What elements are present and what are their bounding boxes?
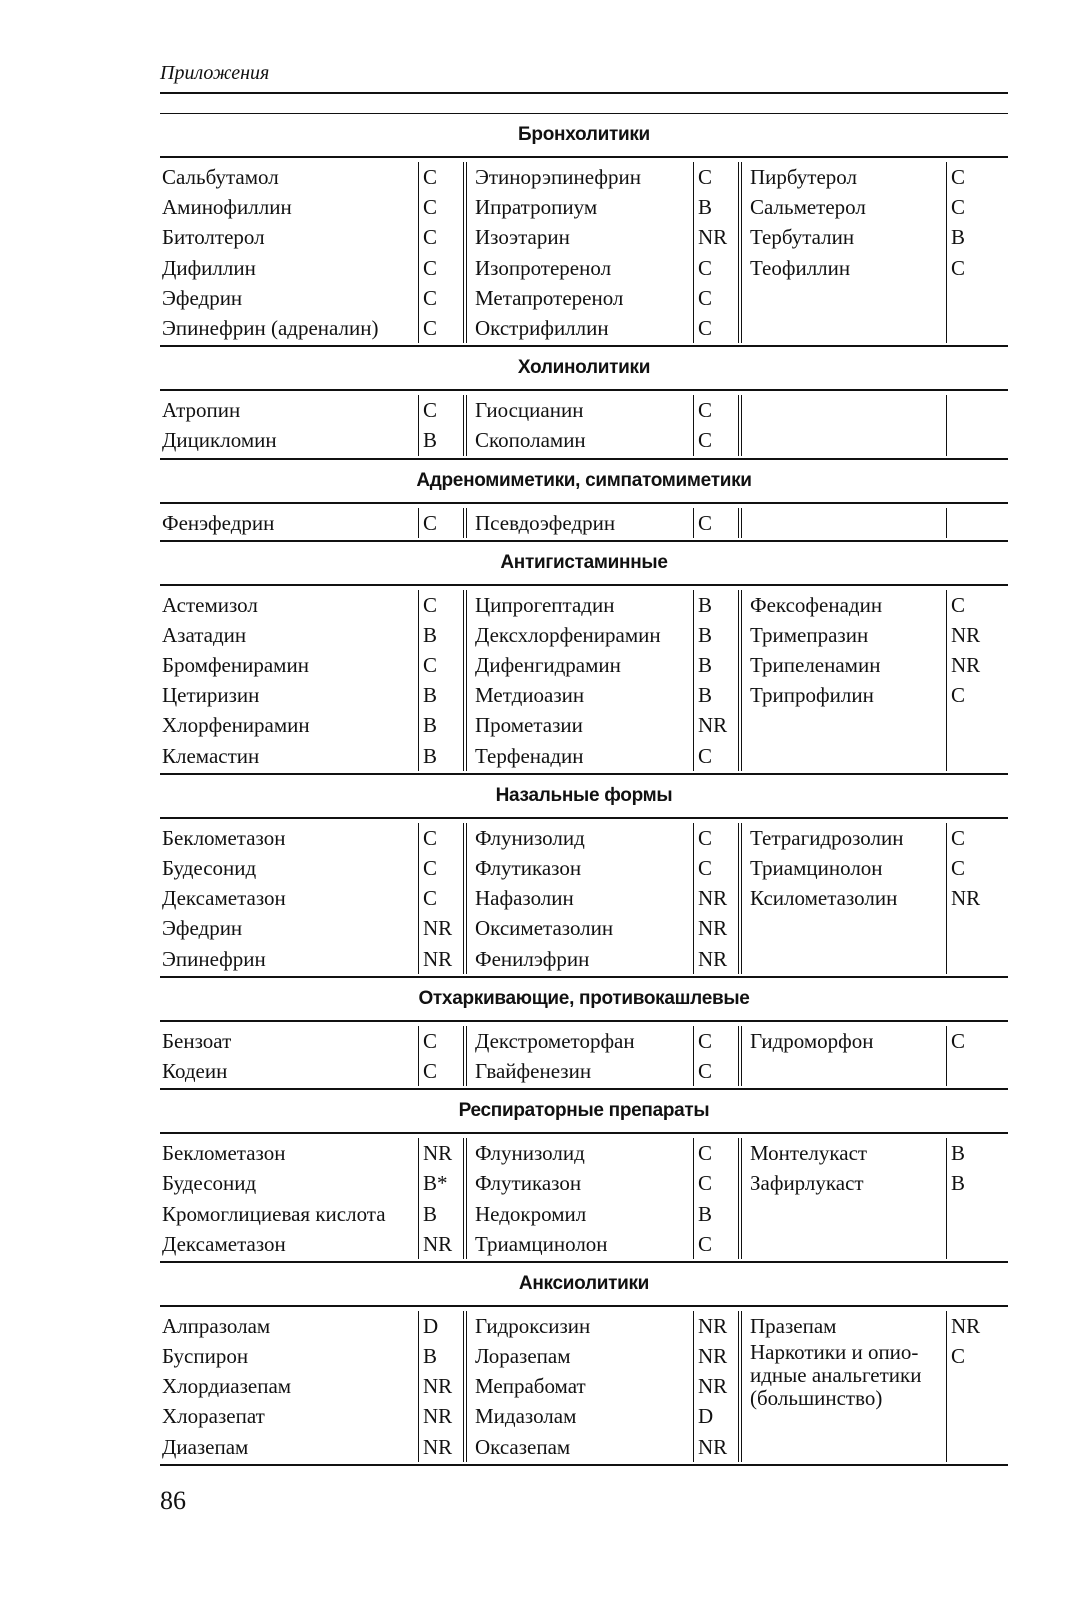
pregnancy-category: C — [423, 592, 438, 617]
drug-name: Гиосцианин — [475, 398, 584, 423]
drug-name: Декстрометорфан — [475, 1028, 635, 1053]
drug-column-1 — [160, 508, 463, 538]
drug-names — [160, 823, 418, 974]
pregnancy-category: NR — [423, 946, 453, 971]
category-values — [693, 508, 738, 538]
category-values — [418, 823, 463, 974]
drug-name: Дексаметазон — [162, 1231, 286, 1256]
drug-name: Флунизолид — [475, 1141, 585, 1166]
section-body — [160, 1022, 1008, 1090]
drug-name: Монтелукаст — [750, 1141, 868, 1166]
drug-column-1 — [160, 1138, 463, 1259]
drug-names — [160, 1138, 418, 1259]
pregnancy-category: C — [698, 1231, 713, 1256]
pregnancy-category: C — [423, 315, 438, 340]
pregnancy-category: C — [423, 1058, 438, 1083]
running-header: Приложения — [160, 62, 270, 84]
drug-column-1 — [160, 162, 463, 343]
category-values — [946, 590, 991, 771]
drug-names — [160, 590, 418, 771]
category-values — [418, 1311, 463, 1462]
drug-names — [475, 162, 693, 343]
drug-name: Фексофенадин — [750, 592, 883, 617]
drug-names — [750, 1026, 946, 1086]
pregnancy-category: NR — [698, 916, 728, 941]
pregnancy-category: NR — [698, 1313, 728, 1338]
pregnancy-category: C — [951, 165, 966, 189]
drug-names — [750, 1138, 946, 1259]
drug-name: Мепрабомат — [475, 1374, 586, 1399]
pregnancy-category: NR — [698, 225, 728, 250]
drug-column-3 — [738, 1138, 991, 1259]
drug-name: Флунизолид — [475, 825, 585, 850]
pregnancy-category: C — [698, 428, 713, 453]
drug-column-2 — [463, 1138, 738, 1259]
pregnancy-category: C — [698, 285, 713, 310]
drug-name: Астемизол — [162, 592, 258, 617]
section-body — [160, 1307, 1008, 1466]
drug-name: Фенэфедрин — [162, 510, 275, 535]
drug-names — [475, 1138, 693, 1259]
pregnancy-category: C — [951, 255, 966, 280]
category-values — [693, 1311, 738, 1462]
pregnancy-category: C — [951, 856, 966, 880]
pregnancy-category: NR — [698, 1434, 728, 1459]
pregnancy-category: NR — [951, 653, 981, 678]
drug-name: Цетиризин — [162, 683, 260, 708]
drug-column-3 — [738, 1311, 991, 1462]
category-values — [946, 162, 991, 343]
section-body — [160, 819, 1008, 978]
category-values — [418, 1138, 463, 1259]
pregnancy-category: NR — [423, 916, 453, 941]
drug-name: Диазепам — [162, 1434, 249, 1459]
drug-name: Бромфенирамин — [162, 653, 309, 678]
category-values — [418, 395, 463, 455]
category-values — [693, 590, 738, 771]
drug-column-3 — [738, 590, 991, 771]
pregnancy-category: NR — [698, 886, 728, 911]
pregnancy-category: C — [423, 856, 438, 880]
pregnancy-category: C — [423, 653, 438, 678]
pregnancy-category: C — [698, 1058, 713, 1083]
drug-column-1 — [160, 1311, 463, 1462]
drug-column-2 — [463, 508, 738, 538]
drug-name: Беклометазон — [162, 1141, 286, 1166]
drug-name: Азатадин — [162, 622, 247, 647]
pregnancy-category: NR — [698, 946, 728, 971]
pregnancy-category: NR — [423, 1434, 453, 1459]
drug-names — [750, 823, 946, 974]
drug-name: Нафазолин — [475, 886, 574, 911]
drug-name: Будесонид — [162, 856, 257, 880]
pregnancy-category: C — [423, 398, 438, 423]
pregnancy-category: B — [423, 743, 438, 768]
section-body — [160, 1134, 1008, 1263]
page-number: 86 — [160, 1486, 186, 1515]
drug-column-3 — [738, 395, 991, 455]
category-values — [946, 1311, 991, 1462]
pregnancy-category: NR — [951, 886, 981, 911]
pregnancy-category: NR — [698, 1344, 728, 1369]
drug-name: Эфедрин — [162, 285, 243, 310]
drug-name: Метапротеренол — [475, 285, 624, 310]
section-title: Бронхолитики — [160, 114, 1008, 158]
drug-name: Метдиоазин — [475, 683, 585, 708]
category-values — [693, 1138, 738, 1259]
section-title: Назальные формы — [160, 775, 1008, 819]
section-body — [160, 586, 1008, 775]
drug-name: Ипратропиум — [475, 195, 598, 220]
drug-name: Эпинефрин — [162, 946, 266, 971]
drug-name: Клемастин — [162, 743, 260, 768]
drug-name: Теофиллин — [750, 255, 851, 280]
pregnancy-category: B — [951, 1171, 966, 1196]
drug-name: Сальбутамол — [162, 165, 279, 189]
drug-column-3 — [738, 823, 991, 974]
category-values — [418, 162, 463, 343]
drug-names — [160, 162, 418, 343]
drug-names — [475, 508, 693, 538]
drug-names — [750, 395, 946, 455]
drug-names — [750, 590, 946, 771]
drug-name: Флутиказон — [475, 1171, 582, 1196]
pregnancy-category: C — [951, 683, 966, 708]
section-title: Отхаркивающие, противокашлевые — [160, 978, 1008, 1022]
drug-name: Триамцинолон — [750, 856, 883, 880]
drug-name: Фенилэфрин — [475, 946, 590, 971]
pregnancy-category: C — [423, 1028, 438, 1053]
drug-name: Будесонид — [162, 1171, 257, 1196]
drug-name: Дицикломин — [162, 428, 277, 453]
pregnancy-category: C — [423, 510, 438, 535]
category-values — [946, 1026, 991, 1086]
category-values — [693, 162, 738, 343]
drug-name: Кромоглициевая кислота — [162, 1201, 386, 1226]
drug-column-1 — [160, 590, 463, 771]
drug-name: Тербуталин — [750, 225, 855, 250]
pregnancy-category: C — [951, 825, 966, 850]
drug-column-2 — [463, 1311, 738, 1462]
drug-name: Дифенгидрамин — [475, 653, 621, 678]
category-values — [946, 508, 991, 538]
drug-name: Бензоат — [162, 1028, 232, 1053]
drug-name: Празепам — [750, 1313, 837, 1338]
pregnancy-category: C — [698, 1141, 713, 1166]
drug-names — [475, 395, 693, 455]
pregnancy-category: C — [423, 165, 438, 189]
pregnancy-category: B — [951, 225, 966, 250]
drug-name: Прометазии — [475, 713, 583, 738]
pregnancy-category: NR — [698, 1374, 728, 1399]
section-title: Холинолитики — [160, 347, 1008, 391]
drug-name: Изопротеренол — [475, 255, 612, 280]
pregnancy-category: C — [951, 1344, 966, 1369]
drug-name: Буспирон — [162, 1344, 249, 1369]
pregnancy-category: NR — [951, 1313, 981, 1338]
drug-name: Хлоразепат — [162, 1404, 265, 1429]
category-values — [946, 1138, 991, 1259]
pregnancy-category: NR — [423, 1404, 453, 1429]
pregnancy-category: B — [698, 195, 713, 220]
category-values — [693, 1026, 738, 1086]
drug-name: Гидроморфон — [750, 1028, 874, 1053]
drug-name: Тримепразин — [750, 622, 869, 647]
category-values — [418, 1026, 463, 1086]
category-values — [693, 395, 738, 455]
drug-name: Битолтерол — [162, 225, 265, 250]
pregnancy-category: C — [698, 255, 713, 280]
category-values — [946, 395, 991, 455]
category-values — [693, 823, 738, 974]
drug-name: Наркотики и опио-идные анальгетики (большинство) — [750, 1340, 922, 1411]
drug-name: Оксиметазолин — [475, 916, 614, 941]
drug-column-2 — [463, 162, 738, 343]
drug-column-2 — [463, 590, 738, 771]
pregnancy-category: NR — [423, 1141, 453, 1166]
pregnancy-category: B — [423, 1344, 438, 1369]
drug-names — [750, 1311, 946, 1462]
category-values — [946, 823, 991, 974]
drug-names — [475, 1311, 693, 1462]
drug-name: Триамцинолон — [475, 1231, 608, 1256]
drug-names — [475, 1026, 693, 1086]
drug-column-3 — [738, 508, 991, 538]
pregnancy-category: C — [698, 856, 713, 880]
pregnancy-category-table — [160, 114, 1008, 1466]
pregnancy-category: B — [698, 1201, 713, 1226]
drug-name: Терфенадин — [475, 743, 584, 768]
pregnancy-category: B — [698, 653, 713, 678]
drug-name: Скополамин — [475, 428, 586, 453]
drug-names — [160, 1026, 418, 1086]
drug-names — [750, 162, 946, 343]
drug-name: Ксилометазолин — [750, 886, 898, 911]
pregnancy-category: C — [951, 592, 966, 617]
drug-names — [160, 395, 418, 455]
drug-column-3 — [738, 1026, 991, 1086]
pregnancy-category: C — [423, 255, 438, 280]
pregnancy-category: B — [698, 622, 713, 647]
section-title: Адреномиметики, симпатомиметики — [160, 460, 1008, 504]
pregnancy-category: C — [698, 825, 713, 850]
section-body — [160, 504, 1008, 542]
drug-column-1 — [160, 395, 463, 455]
drug-name: Кодеин — [162, 1058, 228, 1083]
drug-name: Этинорэпинефрин — [475, 165, 641, 189]
pregnancy-category: NR — [423, 1374, 453, 1399]
section-title: Респираторные препараты — [160, 1090, 1008, 1134]
drug-names — [475, 590, 693, 771]
pregnancy-category: B — [423, 683, 438, 708]
drug-name: Хлордиазепам — [162, 1374, 292, 1399]
drug-name: Изоэтарин — [475, 225, 570, 250]
section-body — [160, 158, 1008, 347]
drug-column-3 — [738, 162, 991, 343]
drug-names — [750, 508, 946, 538]
pregnancy-category: B — [423, 713, 438, 738]
pregnancy-category: B — [698, 683, 713, 708]
drug-name: Тетрагидрозолин — [750, 825, 904, 850]
drug-name: Окстрифиллин — [475, 315, 609, 340]
drug-name: Лоразепам — [475, 1344, 571, 1369]
drug-name: Флутиказон — [475, 856, 582, 880]
drug-name: Пирбутерол — [750, 165, 857, 189]
section-title: Анксиолитики — [160, 1263, 1008, 1307]
category-values — [418, 590, 463, 771]
drug-name: Мидазолам — [475, 1404, 577, 1429]
pregnancy-category: D — [423, 1313, 439, 1338]
drug-name: Недокромил — [475, 1201, 587, 1226]
drug-names — [475, 823, 693, 974]
pregnancy-category: C — [698, 743, 713, 768]
drug-name: Атропин — [162, 398, 241, 423]
section-body — [160, 391, 1008, 459]
drug-name: Дексхлорфенирамин — [475, 622, 661, 647]
pregnancy-category: NR — [951, 622, 981, 647]
drug-name: Трипеленамин — [750, 653, 881, 678]
drug-name: Эфедрин — [162, 916, 243, 941]
drug-name: Зафирлукаст — [750, 1171, 864, 1196]
pregnancy-category: B — [698, 592, 713, 617]
drug-names — [160, 1311, 418, 1462]
pregnancy-category: NR — [698, 713, 728, 738]
pregnancy-category: C — [423, 195, 438, 220]
drug-column-1 — [160, 1026, 463, 1086]
drug-column-2 — [463, 823, 738, 974]
drug-name: Трипрофилин — [750, 683, 874, 708]
drug-name: Беклометазон — [162, 825, 286, 850]
pregnancy-category: D — [698, 1404, 714, 1429]
header-rule — [160, 92, 1008, 94]
pregnancy-category: C — [951, 195, 966, 220]
pregnancy-category: C — [423, 285, 438, 310]
pregnancy-category: C — [423, 886, 438, 911]
pregnancy-category: C — [423, 225, 438, 250]
pregnancy-category: C — [698, 1028, 713, 1053]
drug-column-1 — [160, 823, 463, 974]
pregnancy-category: B — [951, 1141, 966, 1166]
drug-name: Дексаметазон — [162, 886, 286, 911]
drug-name: Дифиллин — [162, 255, 256, 280]
drug-column-2 — [463, 395, 738, 455]
drug-name: Оксазепам — [475, 1434, 571, 1459]
drug-name: Ципрогептадин — [475, 592, 615, 617]
pregnancy-category: B — [423, 1201, 438, 1226]
drug-name: Эпинефрин (адреналин) — [162, 315, 379, 340]
pregnancy-category: C — [698, 165, 713, 189]
pregnancy-category: C — [698, 398, 713, 423]
drug-name: Алпразолам — [162, 1313, 271, 1338]
pregnancy-category: C — [423, 825, 438, 850]
section-title: Антигистаминные — [160, 542, 1008, 586]
drug-name: Хлорфенирамин — [162, 713, 310, 738]
drug-name: Аминофиллин — [162, 195, 292, 220]
pregnancy-category: C — [698, 315, 713, 340]
category-values — [418, 508, 463, 538]
pregnancy-category: B — [423, 428, 438, 453]
drug-name: Сальметерол — [750, 195, 866, 220]
pregnancy-category: B — [423, 622, 438, 647]
pregnancy-category: C — [951, 1028, 966, 1053]
pregnancy-category: B* — [423, 1171, 448, 1196]
drug-name: Гвайфенезин — [475, 1058, 592, 1083]
drug-name: Гидроксизин — [475, 1313, 591, 1338]
drug-column-2 — [463, 1026, 738, 1086]
pregnancy-category: NR — [423, 1231, 453, 1256]
pregnancy-category: C — [698, 510, 713, 535]
drug-names — [160, 508, 418, 538]
drug-name: Псевдоэфедрин — [475, 510, 616, 535]
pregnancy-category: C — [698, 1171, 713, 1196]
